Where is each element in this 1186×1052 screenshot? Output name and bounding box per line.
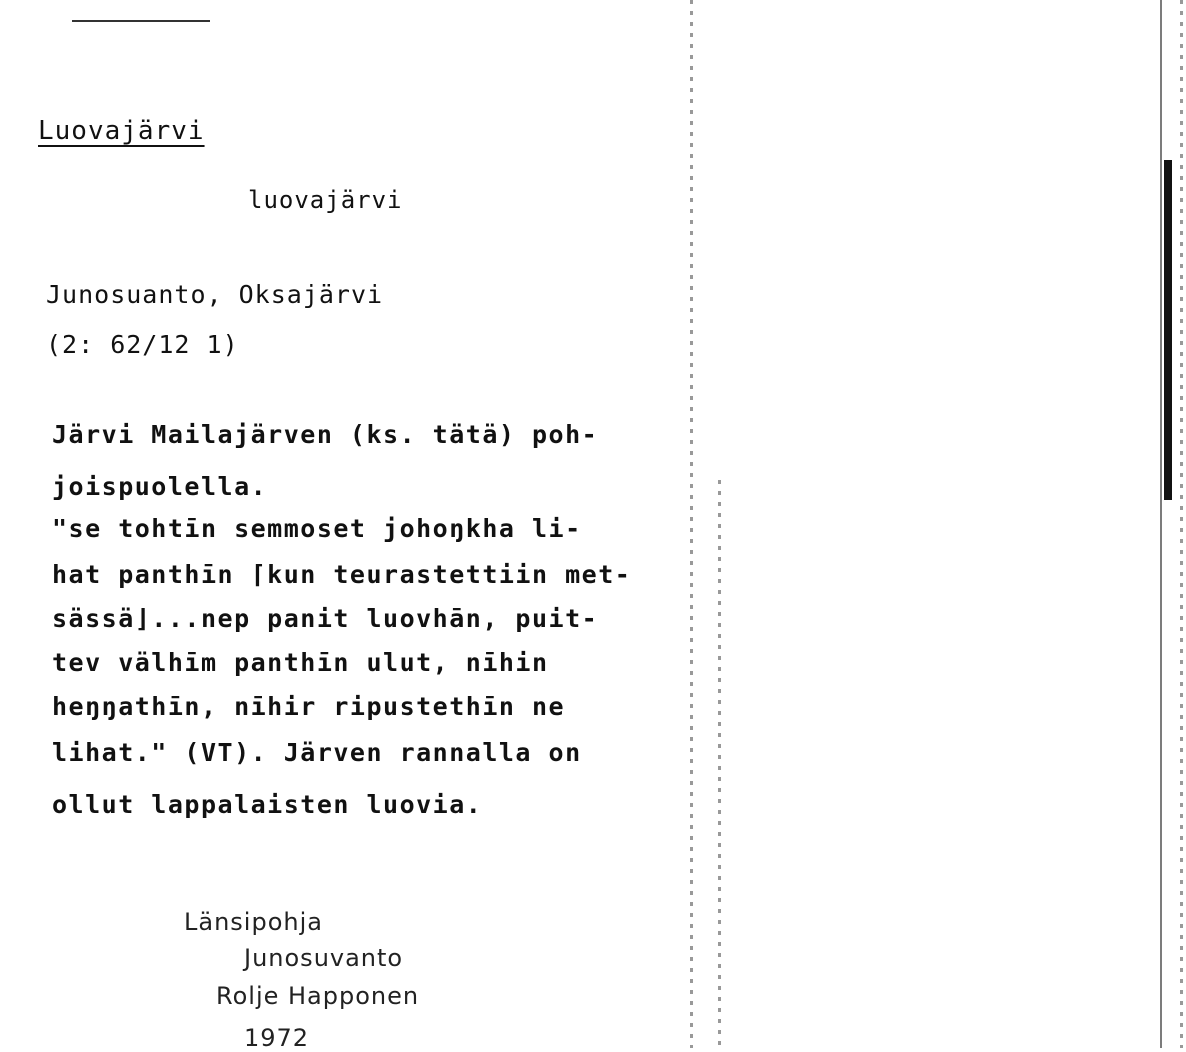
body-line-2: joispuolella. <box>52 472 268 501</box>
body-line-8: lihat." (VT). Järven rannalla on <box>52 738 582 767</box>
card-shadow-edge <box>1164 160 1172 500</box>
stamp-parish: Junosuvanto <box>244 944 404 972</box>
body-line-4: hat panthīn ⌈kun teurastettiin met- <box>52 560 632 589</box>
scan-fold-line <box>690 0 693 1048</box>
scan-fold-line-lower <box>718 480 721 1048</box>
body-line-1: Järvi Mailajärven (ks. tätä) poh- <box>52 420 599 449</box>
place-location: Junosuanto, Oksajärvi <box>46 280 384 309</box>
card-heading: Luovajärvi <box>38 116 205 146</box>
map-reference: (2: 62/12 1) <box>46 330 239 359</box>
stamp-year: 1972 <box>244 1024 310 1052</box>
body-line-9: ollut lappalaisten luovia. <box>52 790 483 819</box>
body-line-3: "se tohtīn semmoset johoŋkha li- <box>52 514 582 543</box>
body-line-7: heŋŋathīn, nīhir ripustethīn ne <box>52 692 566 721</box>
card-right-edge <box>1160 0 1162 1048</box>
dialect-headword: luovajärvi <box>248 186 403 214</box>
body-line-6: tev välhīm panthīn ulut, nīhin <box>52 648 549 677</box>
body-line-5: sässä⌋...nep panit luovhān, puit- <box>52 604 599 633</box>
top-rule <box>72 20 210 22</box>
stamp-collector: Rolje Happonen <box>216 982 420 1010</box>
stamp-region: Länsipohja <box>184 908 323 936</box>
scan-right-border <box>1180 0 1183 1048</box>
